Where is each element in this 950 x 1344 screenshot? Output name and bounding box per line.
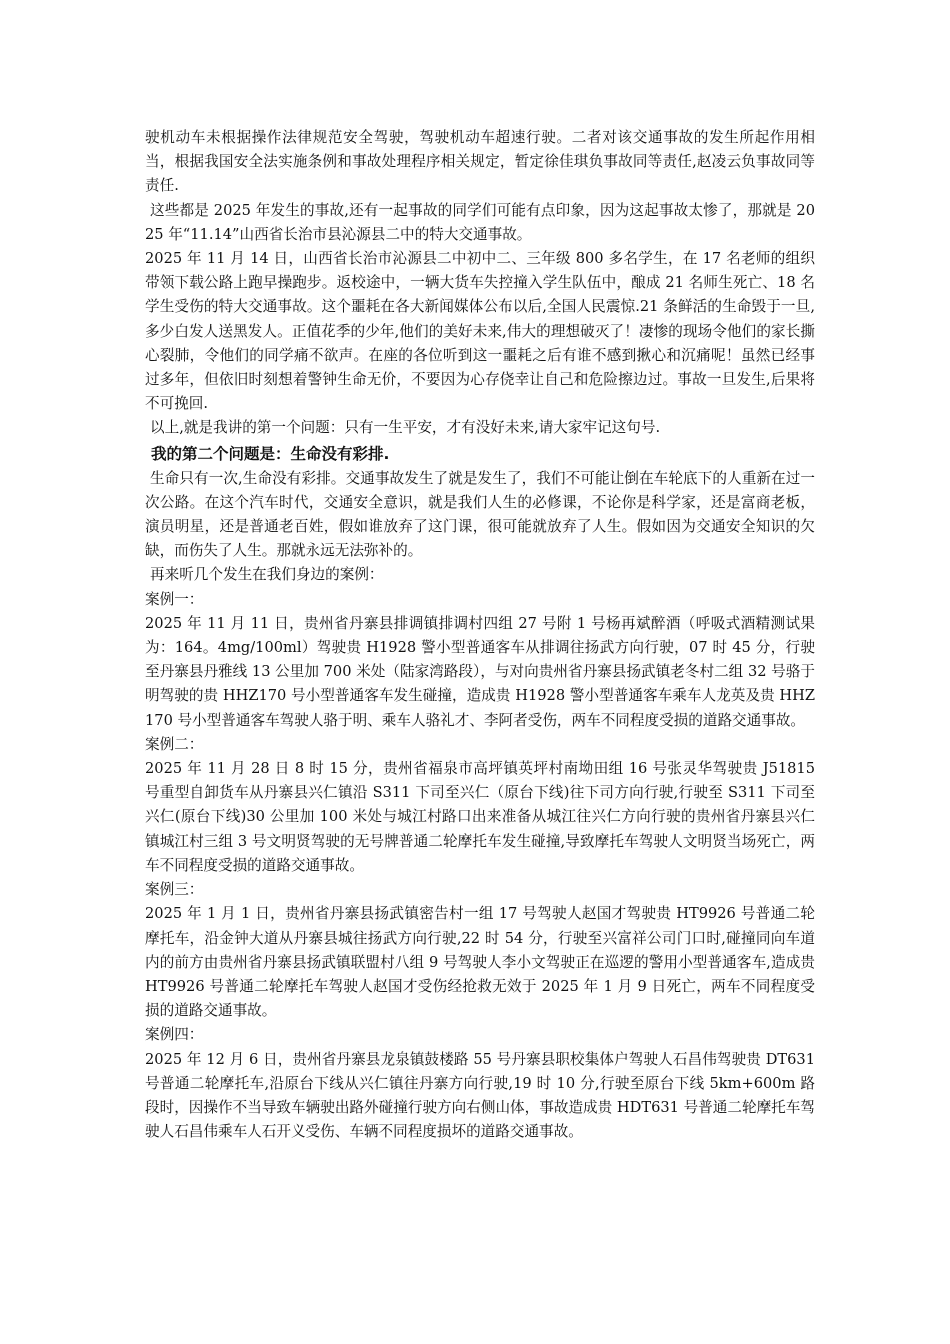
case-label: 案例二：	[145, 735, 204, 753]
paragraph-cases-intro: 再来听几个发生在我们身边的案例：	[150, 566, 384, 584]
paragraph-first-point-summary: 以上,就是我讲的第一个问题：只有一生平安，才有没好未来,请大家牢记这句号.	[150, 419, 661, 437]
section-heading-second-point: 我的第二个问题是：生命没有彩排.	[151, 444, 390, 463]
paragraph-liability: 驶机动车未根据操作法律规范安全驾驶，驾驶机动车超速行驶。二者对该交通事故的发生所起作用相当，根据我国安全法实施条例和事故处理程序相关规定，暂定徐佳琪负事故同等责任,赵凌云负事故同等责任.	[145, 129, 815, 195]
document-page	[145, 126, 815, 1144]
case-text: 2025 年 11 月 28 日 8 时 15 分，贵州省福泉市高坪镇英坪村南坳田组 16 号张灵华驾驶贵 J51815 号重型自卸货车从丹寨县兴仁镇沿 S311 下司至兴仁（原台下线)往下司方向行驶,行驶至 S311 下司至兴仁(原台下线)30 公里加 100 米处与城江村路口出来准备从城江往兴仁方向行驶的贵州省丹寨县兴仁镇城江村三组 3 号文明贤驾驶的无号牌普通二轮摩托车发生碰撞,导致摩托车驾驶人文明贤当场死亡，两车不同程度受损的道路交通事故。	[145, 760, 815, 874]
case-text: 2025 年 12 月 6 日，贵州省丹寨县龙泉镇鼓楼路 55 号丹寨县职校集体户驾驶人石昌伟驾驶贵 DT631 号普通二轮摩托车,沿原台下线从兴仁镇往丹寨方向行驶,19 时 10 分,行驶至原台下线 5km+600m 路段时，因操作不当导致车辆驶出路外碰撞行驶方向右侧山体，事故造成贵 HDT631 号普通二轮摩托车驾驶人石昌伟乘车人石开义受伤、车辆不同程度损坏的道路交通事故。	[145, 1050, 815, 1141]
paragraph-life-no-rehearsal: 生命只有一次,生命没有彩排。交通事故发生了就是发生了，我们不可能让倒在车轮底下的人重新在过一次公路。在这个汽车时代，交通安全意识，就是我们人生的必修课，不论你是科学家，还是富商老板，演员明星，还是普通老百姓，假如谁放弃了这门课，很可能就放弃了人生。假如因为交通安全知识的欠缺，而伤失了人生。那就永远无法弥补的。	[145, 469, 815, 560]
case-text: 2025 年 11 月 11 日，贵州省丹寨县排调镇排调村四组 27 号附 1 号杨再斌醉酒（呼吸式酒精测试果为：164。4mg/100ml）驾驶贵 H1928 警小型普通客车从排调往扬武方向行驶，07 时 45 分，行驶至丹寨县丹雅线 13 公里加 700 米处（陆家湾路段），与对向贵州省丹寨县扬武镇老冬村二组 32 号骆于明驾驶的贵 HHZ170 号小型普通客车发生碰撞，造成贵 H1928 警小型普通客车乘车人龙英及贵 HHZ170 号小型普通客车驾驶人骆于明、乘车人骆礼才、李阿者受伤，两车不同程度受损的道路交通事故。	[145, 614, 815, 729]
case-label: 案例三：	[145, 881, 204, 899]
paragraph-qinyuan-accident: 2025 年 11 月 14 日，山西省长治市沁源县二中初中二、三年级 800 多名学生，在 17 名老师的组织带领下载公路上跑早操跑步。返校途中，一辆大货车失控撞入学生队伍中，酿成 21 名师生死亡、18 名学生受伤的特大交通事故。这个噩耗在各大新闻媒体公布以后,全国人民震惊.21 条鲜活的生命毁于一旦,多少白发人送黑发人。正值花季的少年,他们的美好未来,伟大的理想破灭了！凄惨的现场令他们的家长撕心裂肺，令他们的同学痛不欲声。在座的各位听到这一噩耗之后有谁不感到揪心和沉痛呢！虽然已经事过多年，但依旧时刻想着警钟生命无价，不要因为心存侥幸让自己和危险擦边过。事故一旦发生,后果将不可挽回.	[145, 250, 815, 413]
case-label: 案例四：	[145, 1026, 204, 1044]
case-text: 2025 年 1 月 1 日，贵州省丹寨县扬武镇密告村一组 17 号驾驶人赵国才驾驶贵 HT9926 号普通二轮摩托车，沿金钟大道从丹寨县城往扬武方向行驶,22 时 54 分，行驶至兴富祥公司门口时,碰撞同向车道内的前方由贵州省丹寨县扬武镇联盟村八组 9 号驾驶人李小文驾驶正在巡逻的警用小型普通客车,造成贵 HT9926 号普通二轮摩托车驾驶人赵国才受伤经抢救无效于 2025 年 1 月 9 日死亡，两车不同程度受损的道路交通事故。	[145, 905, 815, 1020]
paragraph-intro-qinyuan: 这些都是 2025 年发生的事故,还有一起事故的同学们可能有点印象，因为这起事故太惨了，那就是 2025 年“11.14”山西省长治市县沁源县二中的特大交通事故。	[145, 201, 815, 243]
case-label: 案例一：	[145, 590, 204, 608]
